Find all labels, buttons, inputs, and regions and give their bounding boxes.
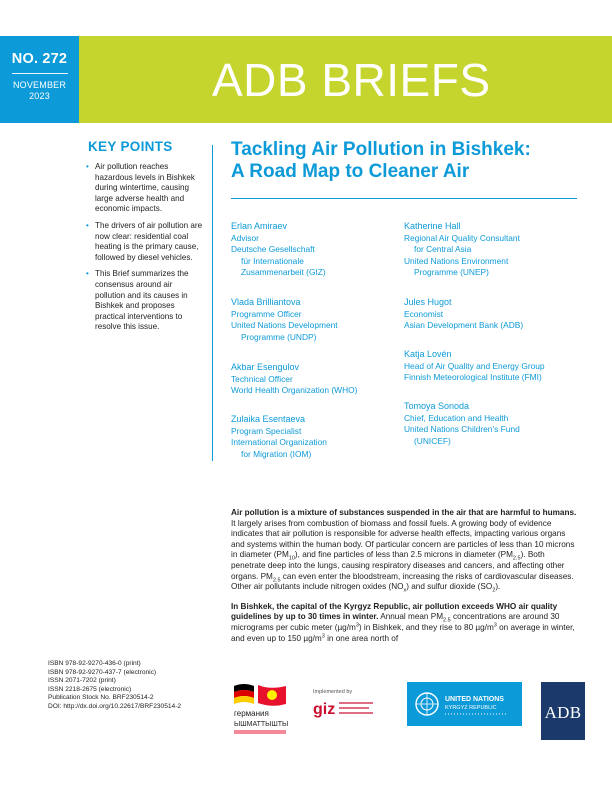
paragraph-text: ) in Bishkek, and they rise to 80 µg/m: [358, 622, 494, 632]
subscript: 2.5: [512, 556, 521, 563]
author-block: [404, 221, 520, 279]
issue-badge: [0, 36, 79, 123]
author-affiliation: for Central Asia: [414, 244, 472, 254]
un-country-label: KYRGYZ REPUBLIC: [445, 705, 497, 711]
key-point-text: The drivers of air pollution are now clear: residential coal heating is the primary cause, followed by diesel vehicles.: [95, 220, 203, 262]
germany-label-2: ЫШМАТТЫШТЫ: [234, 721, 289, 728]
issue-month: NOVEMBER: [12, 80, 67, 90]
paragraph-text: ), and fine particles of less than 2.5 microns in diameter (PM: [294, 550, 513, 560]
paragraph-text: ).: [495, 582, 501, 592]
paragraph-lead: In Bishkek, the capital of the Kyrgyz Republic, air pollution exceeds WHO air quality guidelines by up to 30 times in winter.: [231, 601, 558, 622]
key-point-text: Air pollution reaches hazardous levels in Bishkek during wintertime, causing large adverse health and economic impacts.: [95, 162, 195, 214]
key-point-item: [84, 221, 204, 263]
isbn-line: ISBN 978-92-9270-437-7 (electronic): [48, 668, 157, 676]
author-block: [231, 414, 327, 460]
superscript: 3: [321, 632, 325, 639]
germany-flag-icon: [232, 682, 290, 736]
giz-label: giz: [313, 701, 336, 718]
subscript: 2: [492, 587, 496, 594]
sidebar-divider: [212, 145, 213, 461]
key-points-heading: KEY POINTS: [88, 139, 173, 154]
body-text: [231, 508, 579, 653]
superscript: 3: [493, 622, 497, 629]
publication-info: [48, 660, 181, 712]
germany-logo: [232, 682, 290, 736]
author-name: Vlada Brilliantova: [231, 297, 301, 307]
author-affiliation: Chief, Education and Health: [404, 412, 509, 423]
author-affiliation: Programme Officer: [231, 308, 302, 319]
adb-logo: [541, 682, 585, 740]
subscript: 2.5: [272, 577, 281, 584]
key-point-text: This Brief summarizes the consensus around air pollution and its causes in Bishkek and proposes practical interventions to resolve this issue.: [95, 269, 189, 332]
author-affiliation: Regional Air Quality Consultant: [404, 232, 520, 243]
author-affiliation: Program Specialist: [231, 425, 302, 436]
subscript: 10: [288, 556, 295, 563]
key-points-list: [84, 162, 204, 339]
author-name: Katja Lovén: [404, 349, 452, 359]
author-name: Katherine Hall: [404, 221, 461, 231]
isbn-line: ISSN 2218-2675 (electronic): [48, 685, 132, 693]
title-line-2: A Road Map to Cleaner Air: [231, 161, 470, 182]
author-affiliation: Zusammenarbeit (GIZ): [241, 267, 326, 277]
author-block: [404, 297, 523, 332]
paragraph-text: on average in winter, and even up to 150 µg/m: [231, 622, 575, 643]
author-affiliation: United Nations Children’s Fund: [404, 424, 520, 434]
issue-number: NO. 272: [11, 51, 68, 67]
body-paragraph: [231, 508, 579, 593]
issue-year: 2023: [29, 91, 50, 101]
isbn-line: Publication Stock No. BRF230514-2: [48, 694, 154, 702]
paragraph-lead: Air pollution is a mixture of substances suspended in the air that are harmful to humans.: [231, 508, 577, 517]
isbn-line: DOI: http://dx.doi.org/10.22617/BRF230514-2: [48, 702, 182, 710]
author-name: Erlan Amiraev: [231, 221, 288, 231]
body-paragraph: [231, 602, 579, 644]
author-affiliation: United Nations Environment: [404, 255, 509, 266]
issue-divider: [12, 73, 68, 74]
germany-label-1: германия: [234, 709, 269, 718]
author-affiliation: Asian Development Bank (ADB): [404, 320, 524, 330]
author-block: [231, 362, 357, 397]
author-affiliation: Technical Officer: [231, 373, 293, 384]
adb-logo-text: ADB: [544, 703, 582, 722]
author-affiliation: für Internationale: [241, 255, 304, 266]
paragraph-text: It largely arises from combustion of biomass and fossil fuels. A growing body of evidence indicates that air pollution is responsible for adverse health effects, impacting various organs and systems within the human body. Of particular concern are particles of less than 10 microns in diameter (PM: [231, 518, 575, 560]
paragraph-text: Annual mean PM: [378, 612, 444, 622]
un-kyrgyz-logo: [407, 682, 522, 726]
author-affiliation: Finnish Meteorological Institute (FMI): [404, 372, 542, 382]
page-title: [231, 139, 571, 183]
giz-logo: [313, 684, 375, 730]
bullet-icon: •: [86, 220, 89, 230]
author-affiliation: Programme (UNEP): [414, 267, 489, 277]
author-name: Jules Hugot: [404, 297, 452, 307]
author-block: [231, 221, 326, 279]
author-affiliation: Head of Air Quality and Energy Group: [404, 360, 545, 371]
un-label: UNITED NATIONS: [445, 696, 504, 703]
paragraph-text: in one area north of: [324, 633, 399, 643]
key-point-item: [84, 269, 204, 333]
paragraph-text: can even enter the bloodstream, increasing the risks of cardiovascular diseases. Other air pollutants include nitrogen oxides (NO: [231, 571, 574, 592]
series-title: ADB BRIEFS: [212, 54, 491, 106]
author-block: [404, 349, 545, 384]
subscript: x: [403, 587, 407, 594]
paragraph-text: ). Both penetrate deep into the lungs, causing respiratory diseases and cancers, and affecting other organs. PM: [231, 550, 565, 581]
author-name: Tomoya Sonoda: [404, 401, 470, 411]
superscript: 3: [355, 622, 359, 629]
subscript: 2.5: [443, 617, 451, 624]
paragraph-text: concentrations are around 30 micrograms per cubic meter (µg/m: [231, 612, 560, 632]
author-affiliation: United Nations Development: [231, 320, 338, 330]
giz-logo-icon: [313, 684, 375, 730]
title-line-1: Tackling Air Pollution in Bishkek:: [231, 139, 531, 160]
author-affiliation: (UNICEF): [414, 435, 451, 446]
author-affiliation: Advisor: [231, 232, 259, 243]
un-emblem-icon: [407, 682, 522, 726]
author-affiliation: Deutsche Gesellschaft: [231, 244, 315, 254]
author-affiliation: International Organization: [231, 437, 327, 447]
bullet-icon: •: [86, 162, 89, 171]
bullet-icon: •: [86, 269, 89, 279]
author-name: Zulaika Esentaeva: [231, 414, 306, 424]
isbn-line: ISSN 2071-7202 (print): [48, 677, 116, 685]
title-divider: [231, 198, 577, 199]
author-block: [231, 297, 338, 343]
isbn-line: ISBN 978-92-9270-436-0 (print): [48, 660, 141, 667]
author-name: Akbar Esengulov: [231, 362, 300, 372]
key-point-item: [84, 162, 204, 215]
paragraph-text: ) and sulfur dioxide (SO: [406, 582, 493, 592]
author-block: [404, 401, 520, 447]
author-affiliation: Programme (UNDP): [241, 331, 317, 342]
giz-implemented-label: Implemented by: [313, 689, 353, 695]
author-affiliation: for Migration (IOM): [241, 448, 312, 459]
author-affiliation: World Health Organization (WHO): [231, 385, 358, 395]
author-affiliation: Economist: [404, 308, 444, 319]
